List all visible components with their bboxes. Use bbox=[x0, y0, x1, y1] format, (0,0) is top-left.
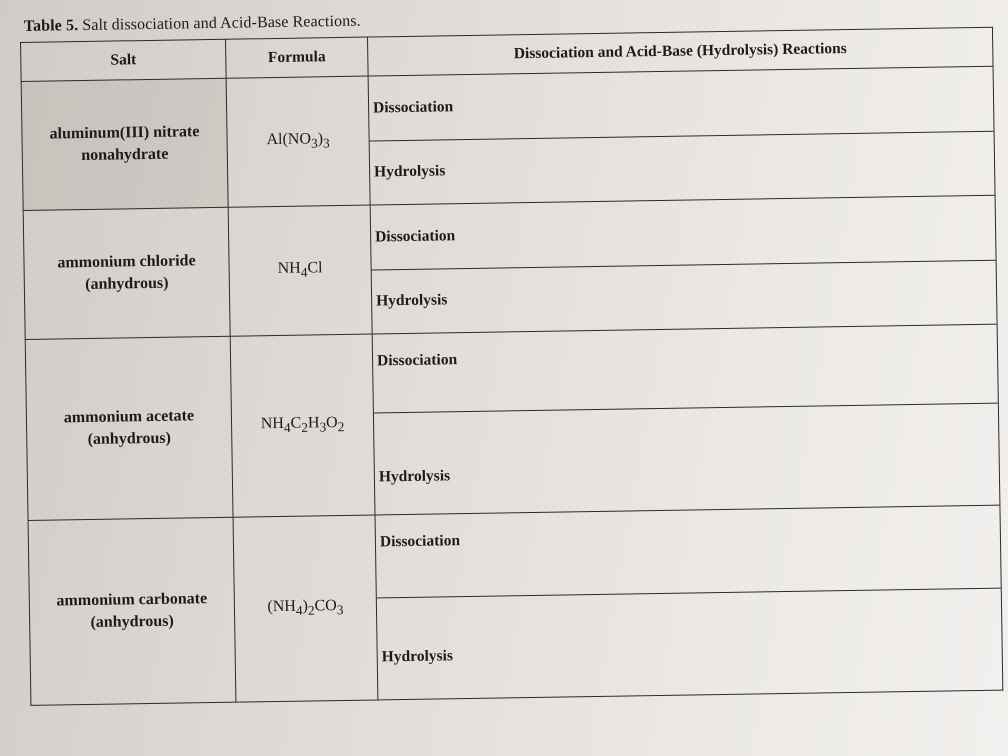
table-row bbox=[25, 324, 1000, 520]
hydrolysis-field[interactable] bbox=[374, 404, 1000, 515]
hydrolysis-label: Hydrolysis bbox=[381, 647, 454, 666]
table-row bbox=[28, 505, 1003, 705]
dissociation-field[interactable] bbox=[369, 67, 994, 141]
dissociation-label: Dissociation bbox=[374, 226, 456, 246]
hydrolysis-label: Hydrolysis bbox=[373, 162, 446, 181]
table-row bbox=[21, 66, 995, 210]
formula-cell bbox=[226, 76, 370, 207]
dissociation-label: Dissociation bbox=[372, 97, 454, 117]
salt-name-cell bbox=[25, 336, 233, 520]
hydrolysis-label: Hydrolysis bbox=[376, 291, 448, 310]
salt-name-cell bbox=[23, 207, 230, 339]
reaction-cell bbox=[372, 324, 1000, 515]
salt-name-cell bbox=[28, 517, 236, 705]
header-salt: Salt bbox=[21, 39, 227, 81]
reaction-cell bbox=[370, 195, 997, 334]
table-row bbox=[23, 195, 997, 339]
salt-name: ammonium carbonate bbox=[56, 590, 208, 610]
header-formula: Formula bbox=[226, 37, 369, 78]
salt-name-cell bbox=[21, 78, 228, 210]
salt-name: ammonium acetate bbox=[63, 407, 195, 427]
formula-cell bbox=[233, 515, 378, 702]
formula: $NH_4Cl$ bbox=[277, 259, 323, 281]
table-number: Table 5. bbox=[23, 17, 79, 35]
salt-name: ammonium chloride bbox=[57, 252, 196, 272]
hydrolysis-label: Hydrolysis bbox=[378, 467, 451, 486]
salt-form: nonahydrate bbox=[81, 145, 169, 165]
reaction-cell bbox=[375, 505, 1003, 700]
formula-cell bbox=[228, 205, 372, 336]
salt-form: (anhydrous) bbox=[87, 429, 172, 448]
table-caption bbox=[24, 13, 361, 36]
salt-form: (anhydrous) bbox=[85, 274, 169, 294]
table-title: Salt dissociation and Acid-Base Reactions. bbox=[82, 12, 361, 35]
formula: $Al(NO_3)_3$ bbox=[266, 130, 330, 152]
formula-cell bbox=[230, 334, 375, 517]
hydrolysis-field[interactable] bbox=[377, 589, 1003, 700]
header-reactions: Dissociation and Acid-Base (Hydrolysis) Reactions bbox=[367, 27, 993, 76]
dissociation-field[interactable] bbox=[373, 325, 998, 414]
salt-table bbox=[20, 27, 1003, 706]
dissociation-label: Dissociation bbox=[379, 532, 461, 551]
dissociation-field[interactable] bbox=[371, 196, 996, 270]
formula: $(NH_4)_2CO_3$ bbox=[267, 597, 344, 619]
reaction-cell bbox=[368, 66, 995, 205]
hydrolysis-field[interactable] bbox=[370, 131, 995, 204]
hydrolysis-field[interactable] bbox=[372, 260, 997, 333]
salt-name: aluminum(III) nitrate bbox=[49, 123, 200, 143]
dissociation-label: Dissociation bbox=[376, 351, 458, 370]
salt-form: (anhydrous) bbox=[90, 612, 174, 631]
formula: $NH_4C_2H_3O_2$ bbox=[260, 414, 345, 436]
dissociation-field[interactable] bbox=[376, 506, 1001, 599]
